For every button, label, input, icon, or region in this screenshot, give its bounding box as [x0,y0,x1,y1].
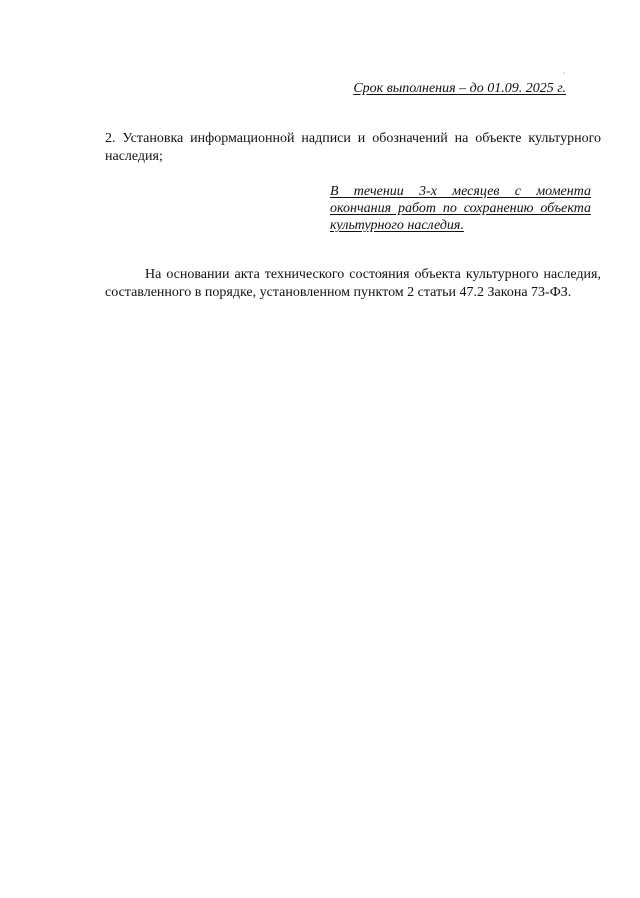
scan-speck [563,72,565,74]
item-2-text: 2. Установка информационной надписи и обозначений на объекте культурного наследия; [105,131,601,164]
deadline-2-text: В течении 3-х месяцев с момента окончания работ по сохранению объекта культурного наследия. [330,184,591,233]
basis-paragraph: На основании акта технического состояния объекта культурного наследия, составленного в порядке, установленном пунктом 2 статьи 47.2 Закона 73-ФЗ. [105,267,601,300]
deadline-2 [330,183,591,234]
deadline-1: Срок выполнения – до 01.09. 2025 г. [353,81,566,96]
